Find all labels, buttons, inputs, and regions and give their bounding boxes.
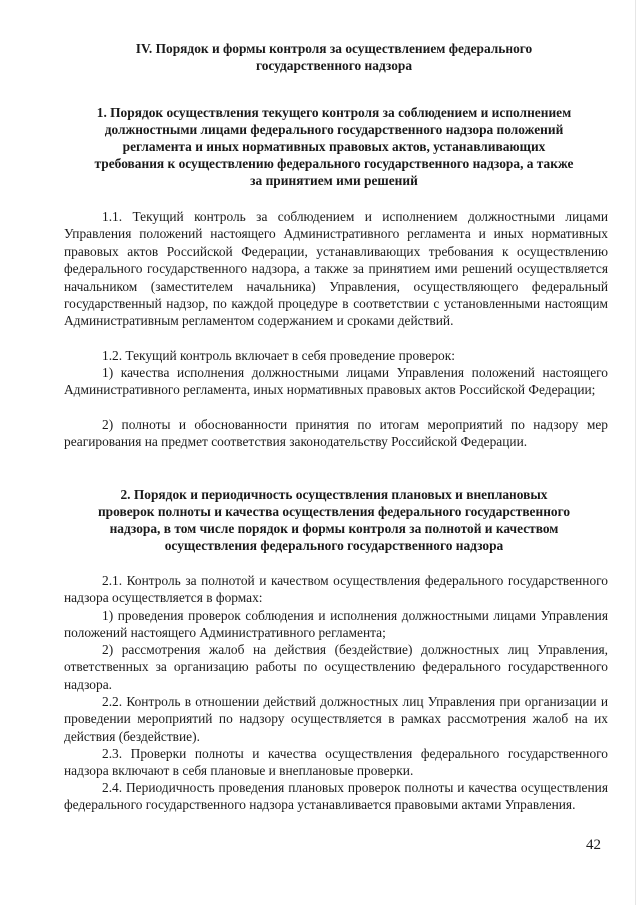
subsection-title-line: проверок полноты и качества осуществления федерального государственного	[97, 504, 571, 519]
subsection-title-line: должностными лицами федерального государственного надзора положений	[104, 122, 564, 137]
subsection-title-line: осуществления федерального государственного надзора	[164, 538, 504, 553]
section-title-line: IV. Порядок и формы контроля за осуществлением федерального	[135, 41, 533, 56]
paragraph-1-1: 1.1. Текущий контроль за соблюдением и исполнением должностными лицами Управления положений настоящего Административного регламента и иных нормативных правовых актов Российской Федерации, устанавливающих требования к осуществлению федерального государственного надзора, а также за принятием ими решений осуществляется начальником (заместителем начальника) Управления, осуществляющего федеральный государственный надзор, по каждой процедуре в соответствии с установленными настоящим Административным регламентом содержанием и сроками действий.	[64, 209, 608, 329]
scan-edge-line	[635, 0, 636, 905]
subsection-title-line: 1. Порядок осуществления текущего контроля за соблюдением и исполнением	[96, 105, 572, 120]
paragraph-2-1-item-2: 2) рассмотрения жалоб на действия (бездействие) должностных лиц Управления, ответственных за организацию работы по осуществлению федерального государственного надзора.	[64, 642, 608, 692]
paragraph-2-2: 2.2. Контроль в отношении действий должностных лиц Управления при организации и проведении мероприятий по надзору осуществляется в рамках рассмотрения жалоб на их действия (бездействие).	[64, 694, 608, 744]
page-number: 42	[586, 837, 601, 853]
subsection-title-line: 2. Порядок и периодичность осуществления плановых и внеплановых	[120, 487, 548, 502]
subsection-2-title	[60, 486, 608, 554]
subsection-title-line: требования к осуществлению федерального государственного надзора, а также	[94, 156, 574, 171]
subsection-title-line: надзора, в том числе порядок и формы контроля за полнотой и качеством	[109, 521, 559, 536]
subsection-1-title	[60, 104, 608, 189]
paragraph-2-4: 2.4. Периодичность проведения плановых проверок полноты и качества осуществления федерального государственного надзора устанавливается правовыми актами Управления.	[64, 780, 608, 813]
paragraph-1-2-item-1: 1) качества исполнения должностными лицами Управления положений настоящего Административного регламента, иных нормативных правовых актов Российской Федерации;	[64, 365, 608, 398]
section-title	[60, 40, 608, 74]
paragraph-1-2-item-2: 2) полноты и обоснованности принятия по итогам мероприятий по надзору мер реагирования на предмет соответствия законодательству Российской Федерации.	[64, 417, 608, 450]
section-title-line: государственного надзора	[255, 58, 413, 73]
paragraph-2-3: 2.3. Проверки полноты и качества осуществления федерального государственного надзора включают в себя плановые и внеплановые проверки.	[64, 746, 608, 779]
paragraph-2-1-item-1: 1) проведения проверок соблюдения и исполнения должностными лицами Управления положений настоящего Административного регламента;	[64, 608, 608, 641]
subsection-title-line: регламента и иных нормативных правовых актов, устанавливающих	[122, 139, 546, 154]
paragraph-1-2: 1.2. Текущий контроль включает в себя проведение проверок:	[102, 348, 455, 363]
subsection-title-line: за принятием ими решений	[250, 173, 418, 188]
paragraph-2-1: 2.1. Контроль за полнотой и качеством осуществления федерального государственного надзора осуществляется в формах:	[64, 573, 608, 606]
